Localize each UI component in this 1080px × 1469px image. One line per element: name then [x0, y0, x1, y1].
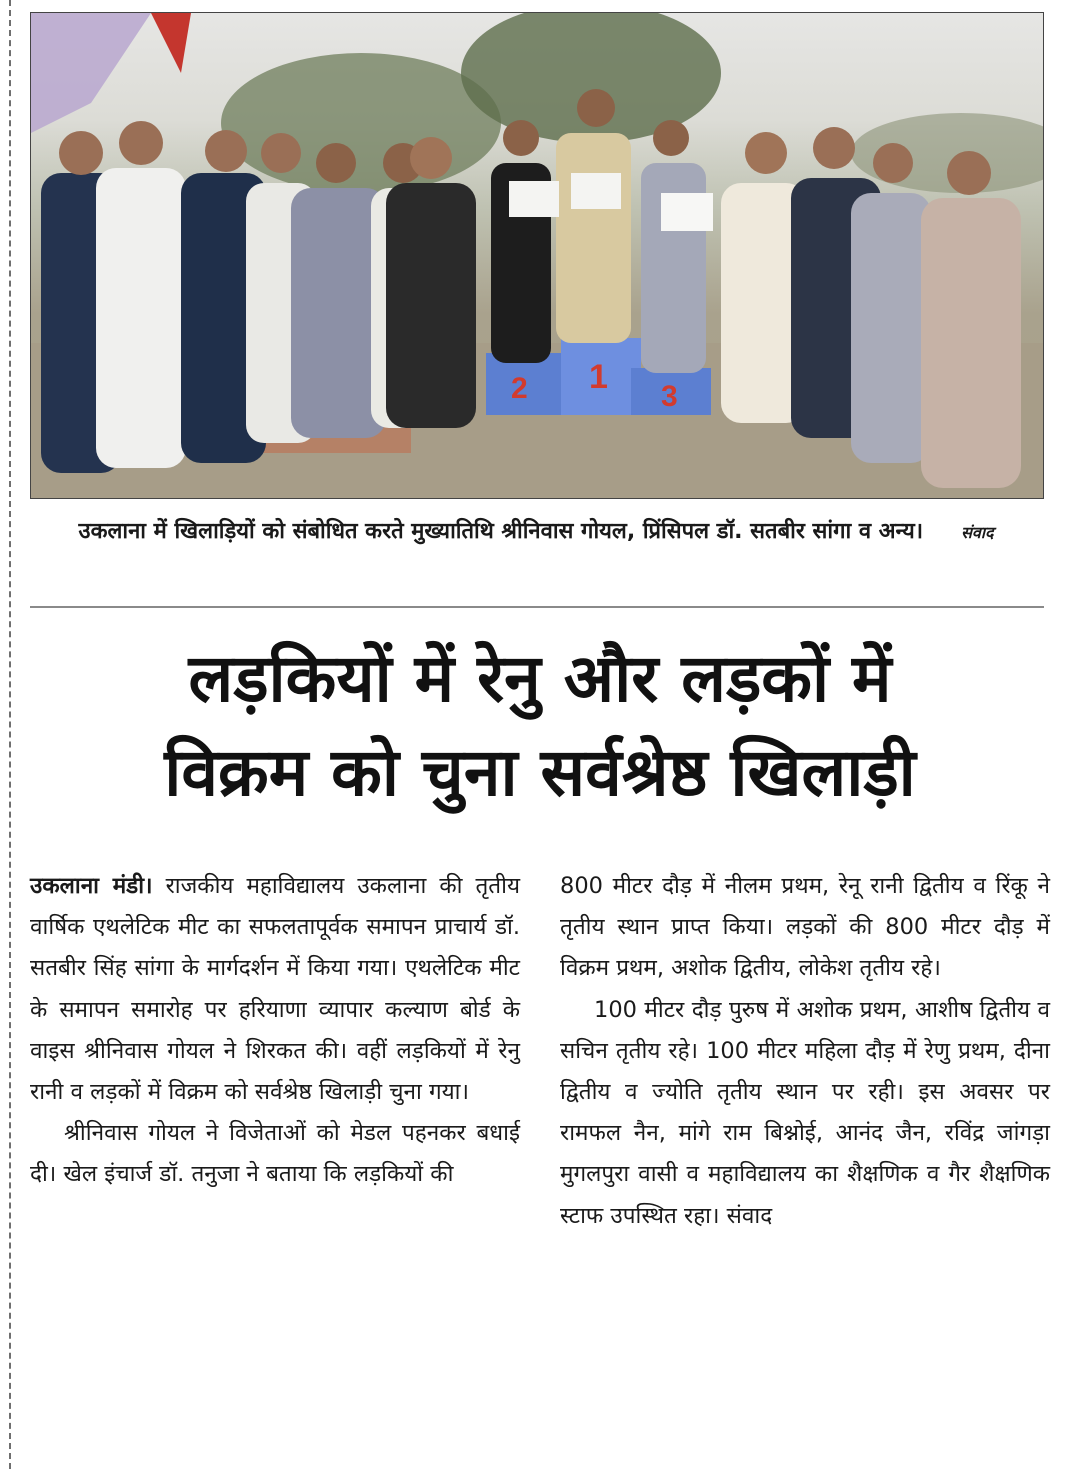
photo-illustration	[31, 13, 1043, 498]
section-divider	[30, 606, 1044, 608]
article-paragraph-1-text: राजकीय महाविद्यालय उकलाना की तृतीय वार्षिक एथलेटिक मीट का सफलतापूर्वक समापन प्राचार्य डॉ. सतबीर सिंह सांगा के मार्गदर्शन में किया गया। एथलेटिक मीट के समापन समारोह पर हरियाणा व्यापार कल्याण बोर्ड के वाइस श्रीनिवास गोयल ने शिरकत की। वहीं लड़कियों में रेनु रानी व लड़कों में विक्रम को सर्वश्रेष्ठ खिलाड़ी चुना गया।	[30, 873, 520, 1106]
photo-caption	[30, 512, 1042, 553]
page-edge-rule	[9, 0, 11, 1469]
article-paragraph-3: 800 मीटर दौड़ में नीलम प्रथम, रेनू रानी द्वितीय व रिंकू ने तृतीय स्थान प्राप्त किया। लड़कों की 800 मीटर दौड़ में विक्रम प्रथम, अशोक द्वितीय, लोकेश तृतीय रहे।	[560, 873, 1050, 982]
caption-text: उकलाना में खिलाड़ियों को संबोधित करते मुख्यातिथि श्रीनिवास गोयल, प्रिंसिपल डॉ. सतबीर सांगा व अन्य।	[78, 519, 924, 544]
caption-credit: संवाद	[961, 523, 994, 542]
headline-line-2: विक्रम को चुना सर्वश्रेष्ठ खिलाड़ी	[164, 734, 916, 811]
podium-number-3: 3	[661, 380, 678, 413]
article-column-2	[560, 866, 1050, 1237]
article-column-1	[30, 866, 520, 1196]
news-photo	[30, 12, 1044, 499]
article-paragraph-2: श्रीनिवास गोयल ने विजेताओं को मेडल पहनकर बधाई दी। खेल इंचार्ज डॉ. तनुजा ने बताया कि लड़कियों की	[30, 1120, 520, 1188]
podium-number-1: 1	[589, 358, 608, 396]
article-paragraph-4: 100 मीटर दौड़ पुरुष में अशोक प्रथम, आशीष द्वितीय व सचिन तृतीय रहे। 100 मीटर महिला दौड़ में रेणु प्रथम, दीना द्वितीय व ज्योति तृतीय स्थान पर रही। इस अवसर पर रामफल नैन, मांगे राम बिश्नोई, आनंद जैन, रविंद्र जांगड़ा मुगलपुरा वासी व महाविद्यालय का शैक्षणिक व गैर शैक्षणिक स्टाफ उपस्थित रहा। संवाद	[560, 996, 1050, 1229]
article-dateline: उकलाना मंडी।	[30, 873, 153, 899]
headline-line-1: लड़कियों में रेनु और लड़कों में	[188, 640, 892, 717]
podium-number-2: 2	[511, 372, 528, 405]
headline	[20, 632, 1060, 820]
article-paragraph-1	[30, 866, 520, 1113]
